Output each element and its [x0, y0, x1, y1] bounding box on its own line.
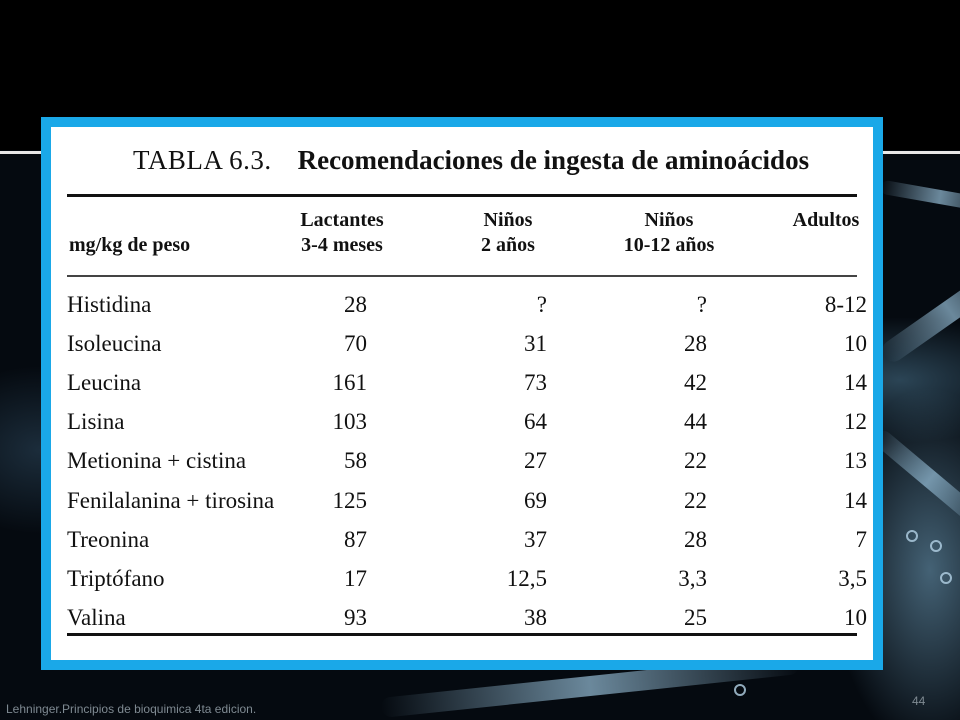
table-row [67, 363, 867, 402]
table-row [67, 481, 867, 520]
table-number: TABLA 6.3. [133, 145, 272, 175]
intake-value: 14 [844, 487, 867, 513]
intake-value: 93 [344, 605, 367, 631]
column-header-ninos-10-12: Niños 10-12 años [623, 209, 715, 256]
table-row [67, 520, 867, 559]
intake-value: 42 [684, 369, 707, 395]
intake-value: 22 [684, 448, 707, 474]
intake-value: 10 [844, 330, 867, 356]
table-image-frame [41, 117, 883, 670]
slide-number: 44 [912, 694, 926, 708]
intake-value: 7 [855, 526, 867, 552]
intake-value: 17 [344, 565, 367, 591]
intake-value: 12,5 [506, 565, 547, 591]
intake-value: 25 [684, 605, 707, 631]
amino-acid-name: Leucina [67, 369, 142, 395]
table-row [67, 324, 867, 363]
table-caption: Recomendaciones de ingesta de aminoácidos [297, 145, 810, 175]
intake-value: 38 [524, 605, 547, 631]
intake-value: 125 [332, 487, 367, 513]
intake-value: ? [536, 291, 547, 317]
table-sheet [51, 127, 873, 660]
table-top-rule [67, 194, 857, 197]
amino-acid-name: Metionina + cistina [67, 448, 247, 474]
background-dot [734, 684, 746, 696]
intake-value: 27 [524, 448, 547, 474]
intake-value: 13 [844, 448, 867, 474]
table-row [67, 285, 867, 324]
source-citation: Lehninger.Principios de bioquimica 4ta edicion. [6, 702, 257, 716]
row-header-label: mg/kg de peso [69, 234, 191, 256]
amino-acid-name: Valina [67, 605, 126, 631]
amino-acid-name: Isoleucina [67, 330, 162, 356]
intake-value: 69 [524, 487, 547, 513]
intake-value: 37 [524, 526, 547, 552]
background-dot [906, 530, 918, 542]
intake-value: 73 [524, 369, 547, 395]
intake-value: 28 [684, 526, 707, 552]
header-separator-rule [67, 275, 857, 277]
amino-acid-name: Lisina [67, 409, 125, 435]
intake-value: 10 [844, 605, 867, 631]
intake-value: 31 [524, 330, 547, 356]
column-header-lactantes: Lactantes 3-4 meses [300, 209, 384, 256]
background-dot [940, 572, 952, 584]
intake-value: 44 [684, 409, 707, 435]
amino-acid-table [67, 285, 867, 638]
intake-value: 3,3 [678, 565, 707, 591]
intake-value: 28 [684, 330, 707, 356]
intake-value: 64 [524, 409, 547, 435]
intake-value: 14 [844, 369, 867, 395]
table-row [67, 599, 867, 638]
intake-value: 8-12 [824, 291, 867, 317]
intake-value: 103 [332, 409, 367, 435]
table-row [67, 559, 867, 598]
column-header-adultos: Adultos [792, 209, 860, 231]
amino-acid-name: Treonina [67, 526, 150, 552]
intake-value: 3,5 [838, 565, 867, 591]
table-row [67, 403, 867, 442]
amino-acid-name: Triptófano [67, 565, 165, 591]
table-row [67, 442, 867, 481]
background-dot [930, 540, 942, 552]
intake-value: 12 [844, 409, 867, 435]
column-header-ninos-2: Niños 2 años [481, 209, 535, 256]
amino-acid-name: Fenilalanina + tirosina [67, 487, 275, 513]
intake-value: 58 [344, 448, 367, 474]
intake-value: 161 [332, 369, 367, 395]
table-bottom-rule [67, 633, 857, 636]
intake-value: 22 [684, 487, 707, 513]
table-title [133, 145, 809, 176]
intake-value: ? [696, 291, 707, 317]
amino-acid-name: Histidina [67, 291, 152, 317]
intake-value: 87 [344, 526, 367, 552]
intake-value: 28 [344, 291, 367, 317]
intake-value: 70 [344, 330, 367, 356]
